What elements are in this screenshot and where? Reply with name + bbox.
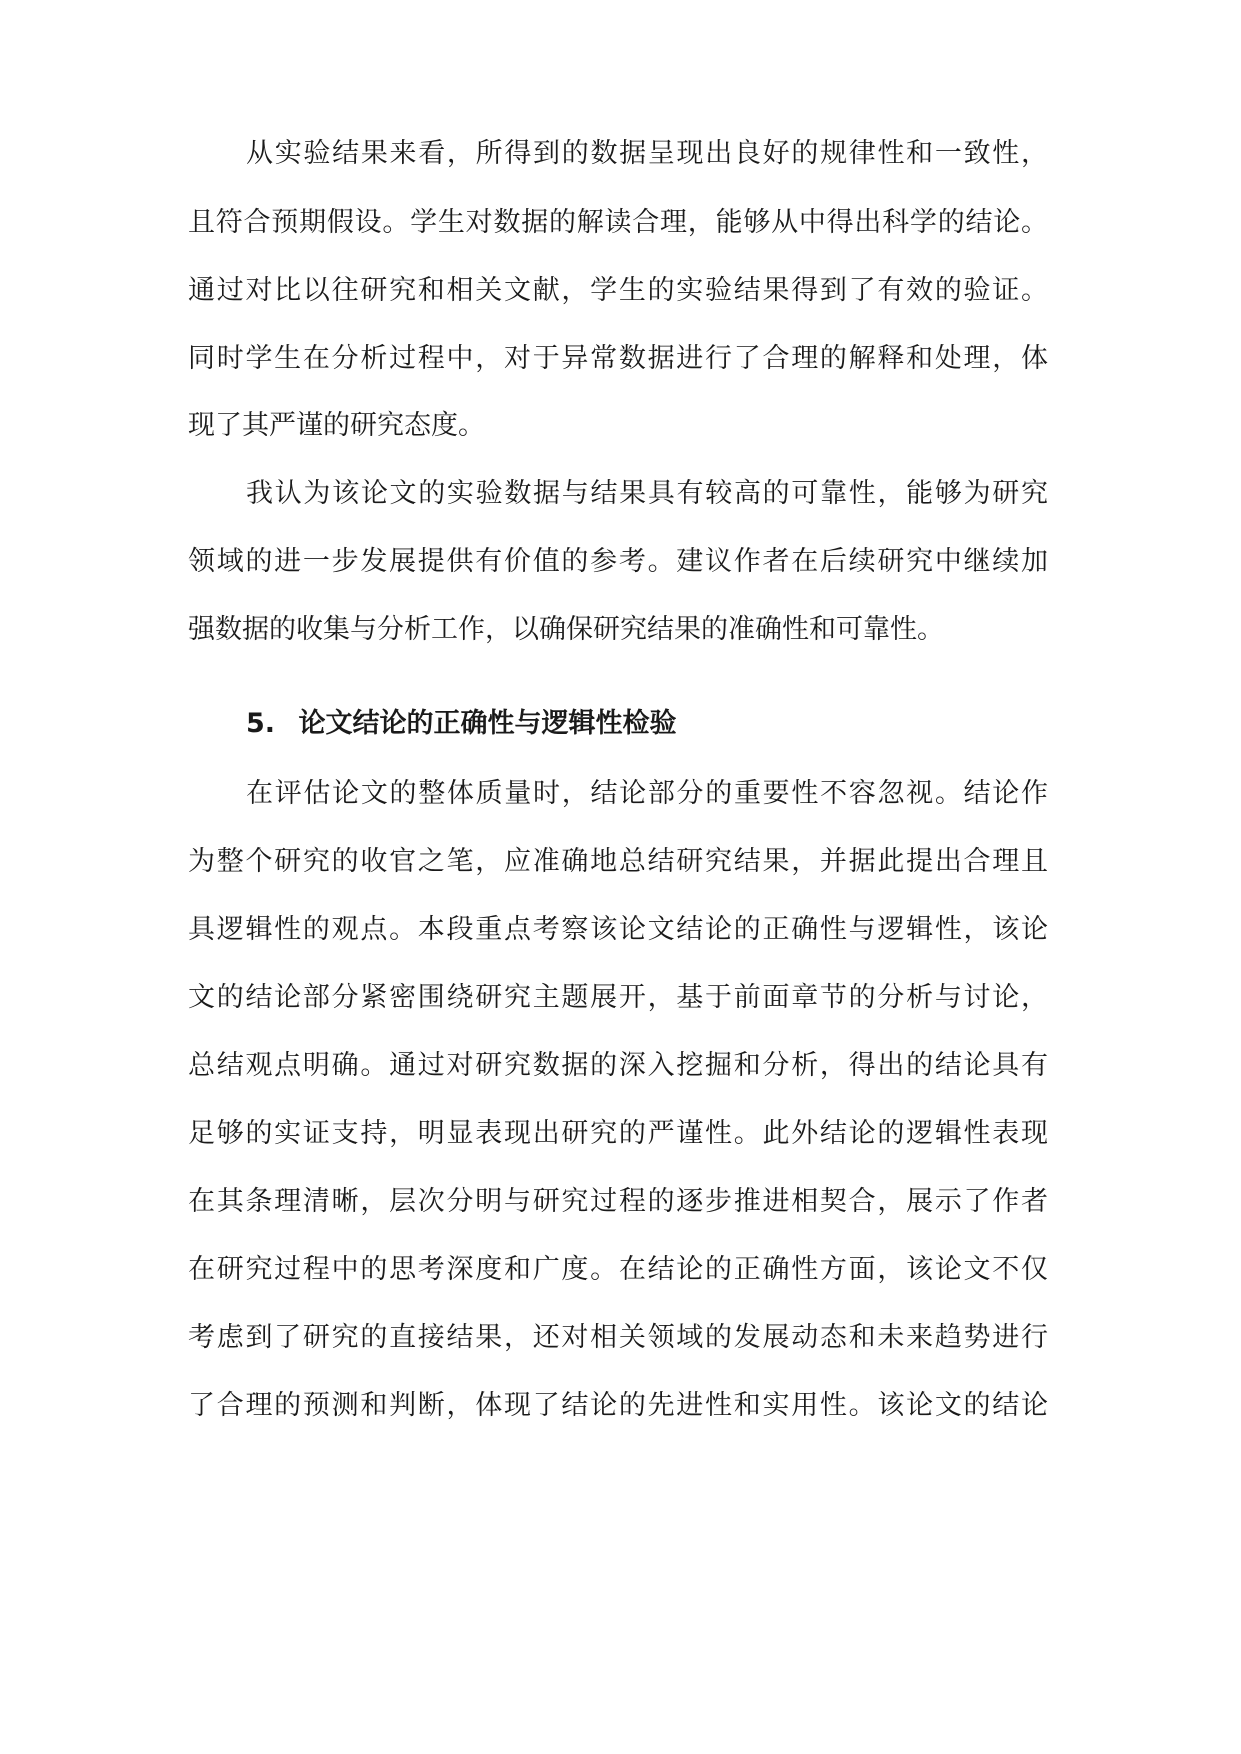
paragraph-1-line-3: 通过对比以往研究和相关文献，学生的实验结果得到了有效的验证。 (188, 275, 1048, 306)
section-number: 5. (246, 708, 276, 739)
paragraph-3-line-4: 文的结论部分紧密围绕研究主题展开，基于前面章节的分析与讨论， (188, 982, 1048, 1013)
paragraph-2-line-3: 强数据的收集与分析工作，以确保研究结果的准确性和可靠性。 (188, 614, 944, 645)
paragraph-3-line-10: 了合理的预测和判断，体现了结论的先进性和实用性。该论文的结论 (188, 1390, 1048, 1421)
paragraph-3-line-3: 具逻辑性的观点。本段重点考察该论文结论的正确性与逻辑性，该论 (188, 914, 1048, 945)
paragraph-1-line-1: 从实验结果来看，所得到的数据呈现出良好的规律性和一致性， (246, 138, 1048, 169)
paragraph-3-line-1: 在评估论文的整体质量时，结论部分的重要性不容忽视。结论作 (246, 778, 1048, 809)
paragraph-1-line-2: 且符合预期假设。学生对数据的解读合理，能够从中得出科学的结论。 (188, 207, 1048, 238)
paragraph-3-line-7: 在其条理清晰，层次分明与研究过程的逐步推进相契合，展示了作者 (188, 1186, 1048, 1217)
section-title: 论文结论的正确性与逻辑性检验 (298, 708, 677, 739)
paragraph-1-line-5: 现了其严谨的研究态度。 (188, 410, 485, 441)
paragraph-1-line-4: 同时学生在分析过程中，对于异常数据进行了合理的解释和处理，体 (188, 343, 1048, 374)
paragraph-3-line-6: 足够的实证支持，明显表现出研究的严谨性。此外结论的逻辑性表现 (188, 1118, 1048, 1149)
paragraph-2-line-2: 领域的进一步发展提供有价值的参考。建议作者在后续研究中继续加 (188, 546, 1048, 577)
paragraph-3-line-5: 总结观点明确。通过对研究数据的深入挖掘和分析，得出的结论具有 (188, 1050, 1048, 1081)
paragraph-3-line-9: 考虑到了研究的直接结果，还对相关领域的发展动态和未来趋势进行 (188, 1322, 1048, 1353)
paragraph-3-line-2: 为整个研究的收官之笔，应准确地总结研究结果，并据此提出合理且 (188, 846, 1048, 877)
paragraph-2-line-1: 我认为该论文的实验数据与结果具有较高的可靠性，能够为研究 (246, 478, 1048, 509)
section-heading (246, 704, 676, 744)
paragraph-3-line-8: 在研究过程中的思考深度和广度。在结论的正确性方面，该论文不仅 (188, 1254, 1048, 1285)
